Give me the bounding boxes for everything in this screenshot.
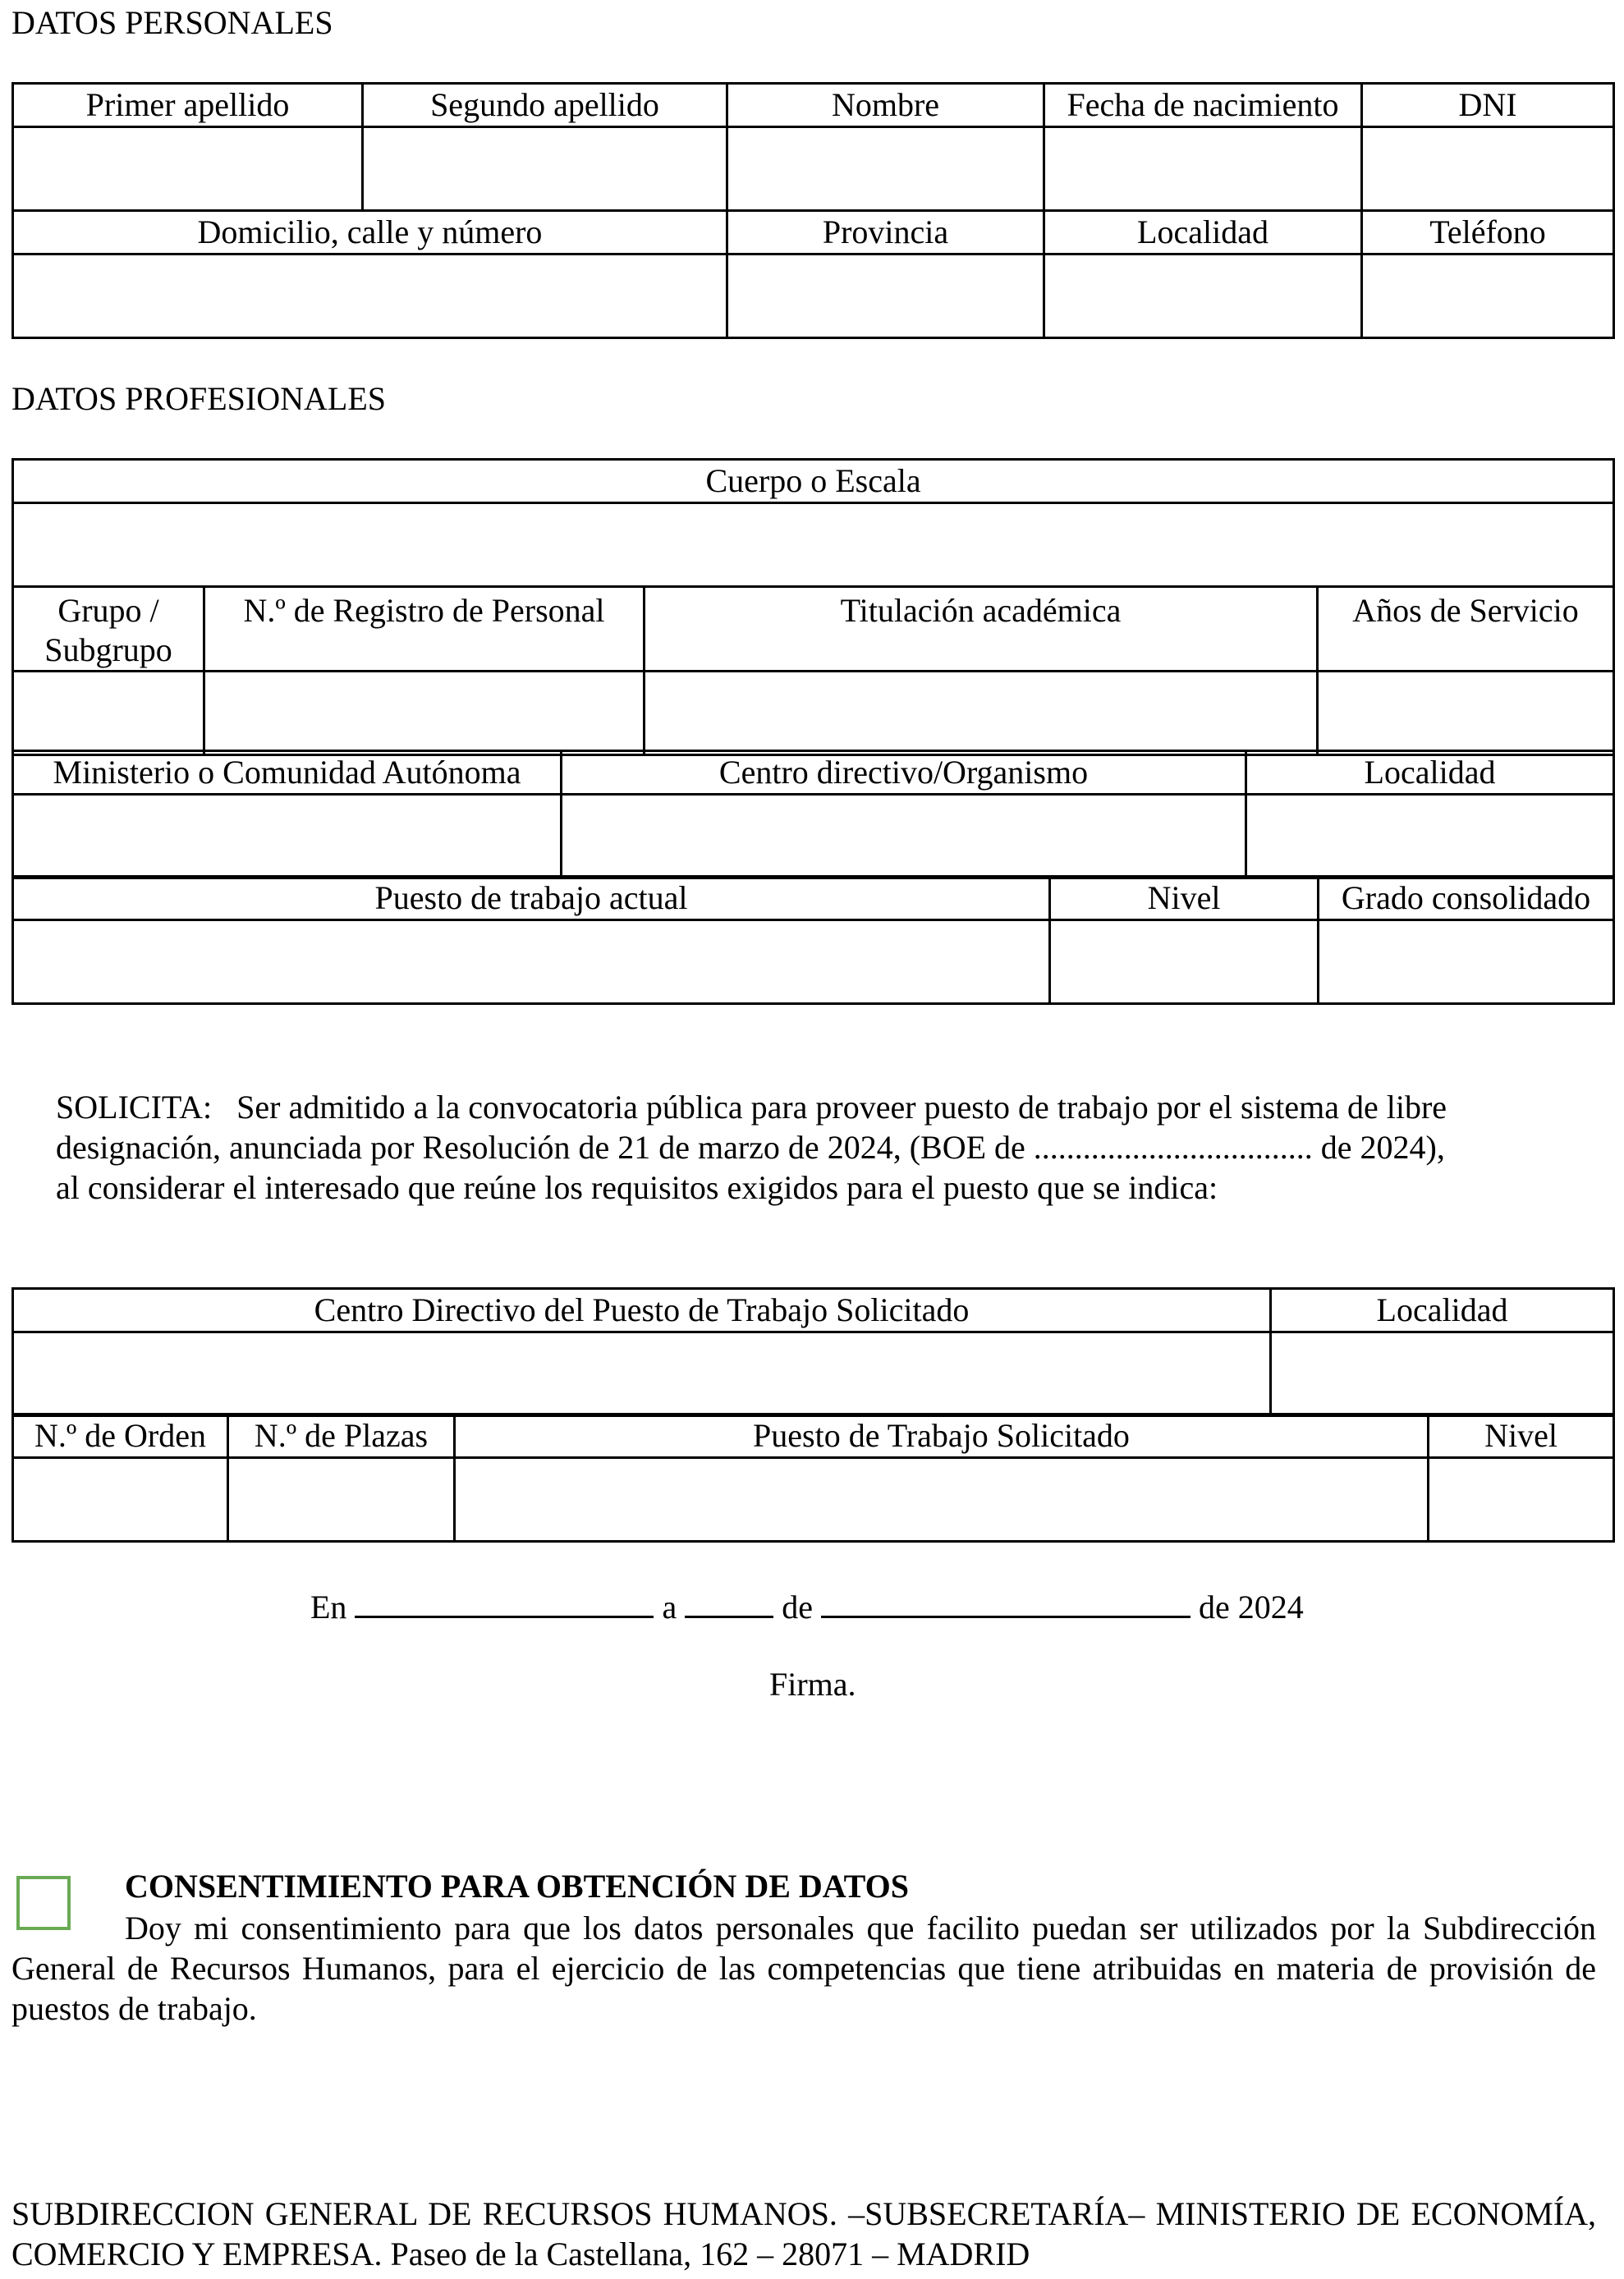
datos-profesionales-title: DATOS PROFESIONALES [11, 380, 387, 417]
header-ministerio: Ministerio o Comunidad Autónoma [13, 751, 562, 795]
input-puesto-solicitado[interactable] [455, 1458, 1429, 1542]
fecha-de: de [782, 1589, 813, 1626]
input-centro-solicitado[interactable] [13, 1332, 1271, 1416]
fecha-lugar-blank[interactable] [355, 1583, 654, 1618]
header-dni: DNI [1362, 84, 1614, 127]
header-primer-apellido: Primer apellido [13, 84, 363, 127]
fecha-a: a [662, 1589, 677, 1626]
datos-personales-table [11, 82, 1615, 339]
cuerpo-escala-table [11, 458, 1615, 756]
input-centro-directivo[interactable] [562, 795, 1246, 878]
header-localidad: Localidad [1044, 211, 1362, 254]
header-numero-orden: N.º de Orden [13, 1415, 228, 1458]
fecha-de-year: de 2024 [1198, 1589, 1304, 1626]
input-localidad-solicitado[interactable] [1271, 1332, 1614, 1416]
header-registro-personal: N.º de Registro de Personal [204, 587, 645, 672]
fecha-line [310, 1583, 1304, 1628]
header-nivel-solicitado: Nivel [1429, 1415, 1614, 1458]
header-fecha-nacimiento: Fecha de nacimiento [1044, 84, 1362, 127]
header-localidad-prof: Localidad [1246, 751, 1614, 795]
input-nombre[interactable] [727, 127, 1044, 211]
input-puesto-actual[interactable] [13, 920, 1050, 1004]
input-ministerio[interactable] [13, 795, 562, 878]
header-provincia: Provincia [727, 211, 1044, 254]
header-centro-directivo: Centro directivo/Organismo [562, 751, 1246, 795]
input-cuerpo-escala[interactable] [13, 503, 1614, 587]
input-provincia[interactable] [727, 254, 1044, 338]
input-localidad[interactable] [1044, 254, 1362, 338]
consentimiento-text: Doy mi consentimiento para que los datos personales que facilito puedan ser utilizados por la Subdirección General de Recursos Humanos, para el ejercicio de las competencias que tiene atribuidas en materia de provisión de puestos de trabajo. [11, 1910, 1596, 2027]
input-nivel-actual[interactable] [1050, 920, 1319, 1004]
header-segundo-apellido: Segundo apellido [363, 84, 727, 127]
input-localidad-prof[interactable] [1246, 795, 1614, 878]
input-titulacion[interactable] [645, 672, 1318, 755]
input-numero-orden[interactable] [13, 1458, 228, 1542]
input-domicilio[interactable] [13, 254, 727, 338]
input-dni[interactable] [1362, 127, 1614, 211]
input-nivel-solicitado[interactable] [1429, 1458, 1614, 1542]
header-domicilio: Domicilio, calle y número [13, 211, 727, 254]
input-grupo-subgrupo[interactable] [13, 672, 204, 755]
solicita-line2: designación, anunciada por Resolución de 21 de marzo de 2024, (BOE de .................................. de 2024), [56, 1129, 1445, 1166]
ministerio-table [11, 750, 1615, 879]
input-anos-servicio[interactable] [1318, 672, 1614, 755]
header-nombre: Nombre [727, 84, 1044, 127]
header-titulacion: Titulación académica [645, 587, 1318, 672]
solicita-line3: al considerar el interesado que reúne los requisitos exigidos para el puesto que se indica: [56, 1169, 1218, 1206]
firma-label: Firma. [769, 1666, 856, 1703]
puesto-solicitado-table [11, 1413, 1615, 1543]
header-grado-consolidado: Grado consolidado [1319, 877, 1614, 920]
fecha-en: En [310, 1589, 347, 1626]
fecha-mes-blank[interactable] [821, 1583, 1190, 1618]
input-grado-consolidado[interactable] [1319, 920, 1614, 1004]
datos-personales-title: DATOS PERSONALES [11, 4, 333, 41]
header-localidad-solicitado: Localidad [1271, 1289, 1614, 1332]
footer-address: SUBDIRECCION GENERAL DE RECURSOS HUMANOS. –SUBSECRETARÍA– MINISTERIO DE ECONOMÍA, COMERCIO Y EMPRESA. Paseo de la Castellana, 162 – 28071 – MADRID [11, 2195, 1596, 2272]
header-nivel-actual: Nivel [1050, 877, 1319, 920]
input-primer-apellido[interactable] [13, 127, 363, 211]
consentimiento-title: CONSENTIMIENTO PARA OBTENCIÓN DE DATOS [125, 1868, 909, 1905]
header-telefono: Teléfono [1362, 211, 1614, 254]
header-centro-solicitado: Centro Directivo del Puesto de Trabajo Solicitado [13, 1289, 1271, 1332]
input-segundo-apellido[interactable] [363, 127, 727, 211]
centro-solicitado-table [11, 1287, 1615, 1417]
solicita-paragraph [56, 1087, 1599, 1208]
header-puesto-actual: Puesto de trabajo actual [13, 877, 1050, 920]
input-numero-plazas[interactable] [228, 1458, 455, 1542]
solicita-line1: Ser admitido a la convocatoria pública para proveer puesto de trabajo por el sistema de libre [236, 1089, 1447, 1126]
input-telefono[interactable] [1362, 254, 1614, 338]
header-cuerpo-escala: Cuerpo o Escala [13, 460, 1614, 503]
input-fecha-nacimiento[interactable] [1044, 127, 1362, 211]
solicita-label: SOLICITA: [56, 1089, 213, 1126]
header-puesto-solicitado: Puesto de Trabajo Solicitado [455, 1415, 1429, 1458]
input-registro-personal[interactable] [204, 672, 645, 755]
puesto-actual-table [11, 875, 1615, 1005]
header-anos-servicio: Años de Servicio [1318, 587, 1614, 672]
fecha-dia-blank[interactable] [685, 1583, 773, 1618]
header-grupo-subgrupo: Grupo / Subgrupo [13, 587, 204, 672]
header-numero-plazas: N.º de Plazas [228, 1415, 455, 1458]
